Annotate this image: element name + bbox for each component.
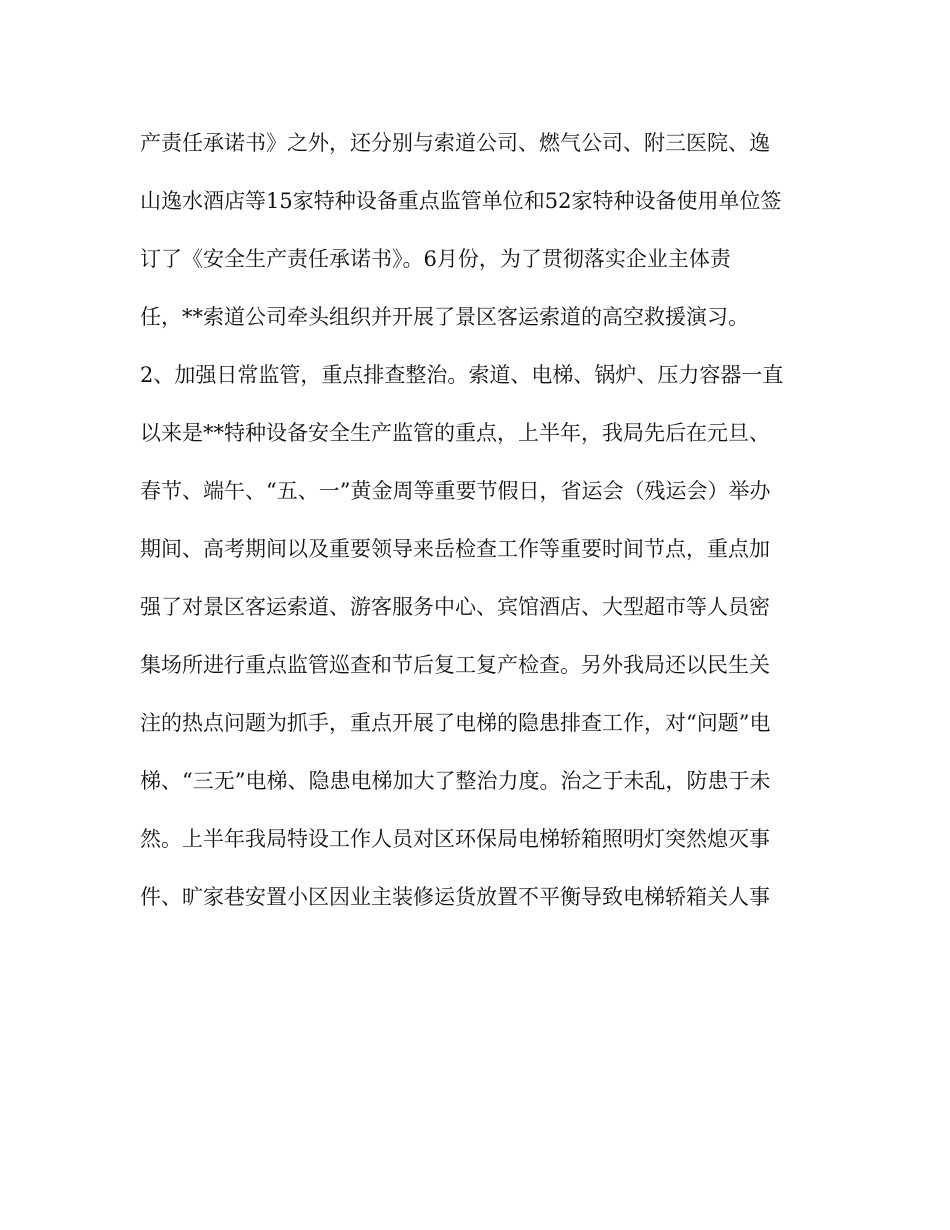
text-line: 强了对景区客运索道、游客服务中心、宾馆酒店、大型超市等人员密 — [140, 595, 770, 619]
text-line: 件、旷家巷安置小区因业主装修运货放置不平衡导致电梯轿箱关人事 — [140, 885, 770, 909]
text-line: 2、加强日常监管，重点排查整治。索道、电梯、锅炉、压力容器一直 — [140, 363, 784, 387]
text-line: 山逸水酒店等15家特种设备重点监管单位和52家特种设备使用单位签 — [140, 189, 782, 213]
text-line: 然。上半年我局特设工作人员对区环保局电梯轿箱照明灯突然熄灭事 — [140, 827, 770, 851]
text-line: 订了《安全生产责任承诺书》。6月份，为了贯彻落实企业主体责 — [140, 247, 731, 271]
text-line: 产责任承诺书》之外，还分别与索道公司、燃气公司、附三医院、逸 — [140, 131, 770, 155]
text-line: 春节、端午、“五、一”黄金周等重要节假日，省运会（残运会）举办 — [140, 479, 771, 503]
text-line: 任，**索道公司牵头组织并开展了景区客运索道的高空救援演习。 — [140, 305, 749, 329]
text-line: 集场所进行重点监管巡查和节后复工复产检查。另外我局还以民生关 — [140, 653, 770, 677]
text-line: 期间、高考期间以及重要领导来岳检查工作等重要时间节点，重点加 — [140, 537, 770, 561]
text-line: 梯、“三无”电梯、隐患电梯加大了整治力度。治之于未乱，防患于未 — [140, 769, 771, 793]
text-line: 以来是**特种设备安全生产监管的重点，上半年，我局先后在元旦、 — [140, 421, 770, 445]
text-line: 注的热点问题为抓手，重点开展了电梯的隐患排查工作，对“问题”电 — [140, 711, 771, 735]
body-text — [140, 122, 820, 934]
